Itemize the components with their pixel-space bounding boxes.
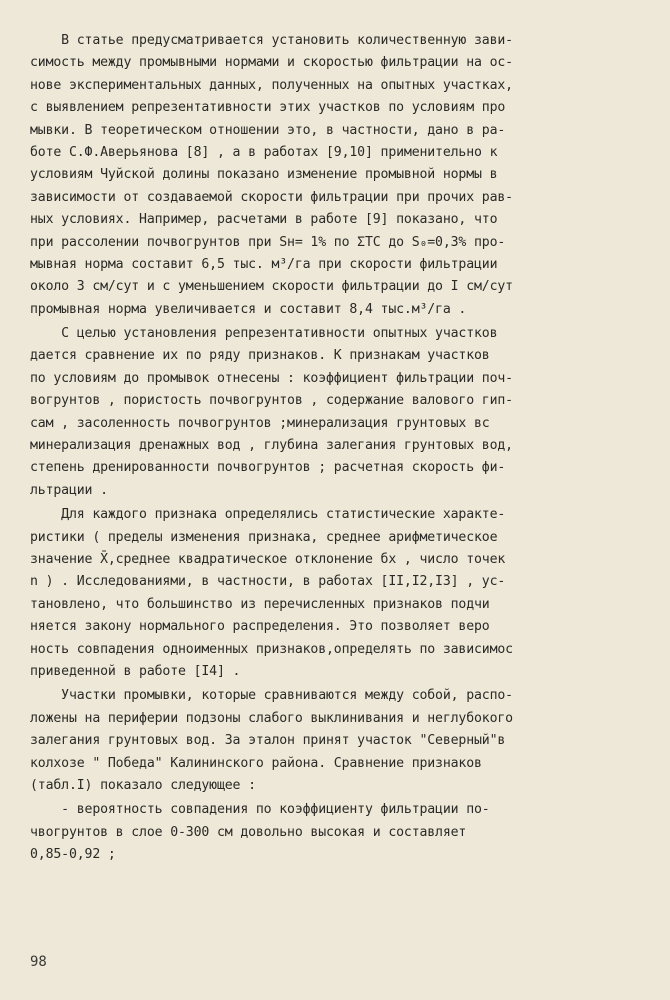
text-line: Для каждого признака определялись статистические характе- <box>30 507 506 523</box>
text-line: зависимости от создаваемой скорости фильтрации при прочих рав- <box>30 189 513 205</box>
text-line: 0,85-0,92 ; <box>30 847 116 863</box>
text-line: залегания грунтовых вод. За эталон принят участок "Северный"в <box>30 733 506 749</box>
text-line: с выявлением репрезентативности этих участков по условиям про <box>30 100 506 116</box>
text-line: дается сравнение их по ряду признаков. К признакам участков <box>30 348 490 364</box>
text-line: нове экспериментальных данных, полученных на опытных участках, <box>30 77 513 93</box>
text-line: - вероятность совпадения по коэффициенту фильтрации по- <box>30 802 490 818</box>
text-line: В статье предусматривается установить количественную зави- <box>30 33 513 48</box>
text-line: значение X̄,среднее квадратическое отклонение бх , число точек <box>30 551 506 567</box>
text-line: С целью установления репрезентативности опытных участков <box>30 326 498 342</box>
text-line: сам , засоленность почвогрунтов ;минерализация грунтовых вс <box>30 415 490 431</box>
text-line: ных условиях. Например, расчетами в работе [9] показано, что <box>30 212 498 228</box>
text-line: степень дренированности почвогрунтов ; расчетная скорость фи- <box>30 460 506 476</box>
text-line: мывки. В теоретическом отношении это, в частности, дано в ра- <box>30 122 506 138</box>
text-line: ность совпадения одноименных признаков,определять по зависимос <box>30 641 513 657</box>
text-line: ложены на периферии подзоны слабого выклинивания и неглубокого <box>30 710 513 726</box>
text-line: ристики ( пределы изменения признака, среднее арифметическое <box>30 529 498 545</box>
text-line: по условиям до промывок отнесены : коэффициент фильтрации поч- <box>30 370 513 386</box>
text-line: условиям Чуйской долины показано изменение промывной нормы в <box>30 167 498 183</box>
text-line: мывная норма составит 6,5 тыс. м³/га при скорости фильтрации <box>30 256 498 272</box>
text-line: тановлено, что большинство из перечисленных признаков подчи <box>30 596 490 612</box>
text-line: няется закону нормального распределения. Это позволяет веро <box>30 619 490 635</box>
page-number: 98 <box>30 954 47 970</box>
text-line: чвогрунтов в слое 0-300 см довольно высокая и составляет <box>30 824 467 840</box>
text-line: промывная норма увеличивается и составит 8,4 тыс.м³/га . <box>30 301 467 317</box>
body-text <box>30 30 645 866</box>
text-line: симость между промывными нормами и скоростью фильтрации на ос- <box>30 55 513 71</box>
text-line: приведенной в работе [I4] . <box>30 663 241 679</box>
text-line: минерализация дренажных вод , глубина залегания грунтовых вод, <box>30 438 513 454</box>
text-line: около 3 см/сут и с уменьшением скорости фильтрации до I см/сут <box>30 279 513 295</box>
text-line: n ) . Исследованиями, в частности, в работах [II,I2,I3] , ус- <box>30 574 506 590</box>
text-line: льтрации . <box>30 482 108 498</box>
text-line: колхозе " Победа" Калининского района. Сравнение признаков <box>30 755 482 771</box>
text-line: боте С.Ф.Аверьянова [8] , а в работах [9,10] применительно к <box>30 144 498 160</box>
text-line: (табл.I) показало следующее : <box>30 777 256 793</box>
text-line: Участки промывки, которые сравниваются между собой, распо- <box>30 688 513 704</box>
text-line: вогрунтов , пористость почвогрунтов , содержание валового гип- <box>30 393 513 409</box>
text-line: при рассолении почвогрунтов при Sн= 1% по ΣТС до S₀=0,3% про- <box>30 234 506 250</box>
